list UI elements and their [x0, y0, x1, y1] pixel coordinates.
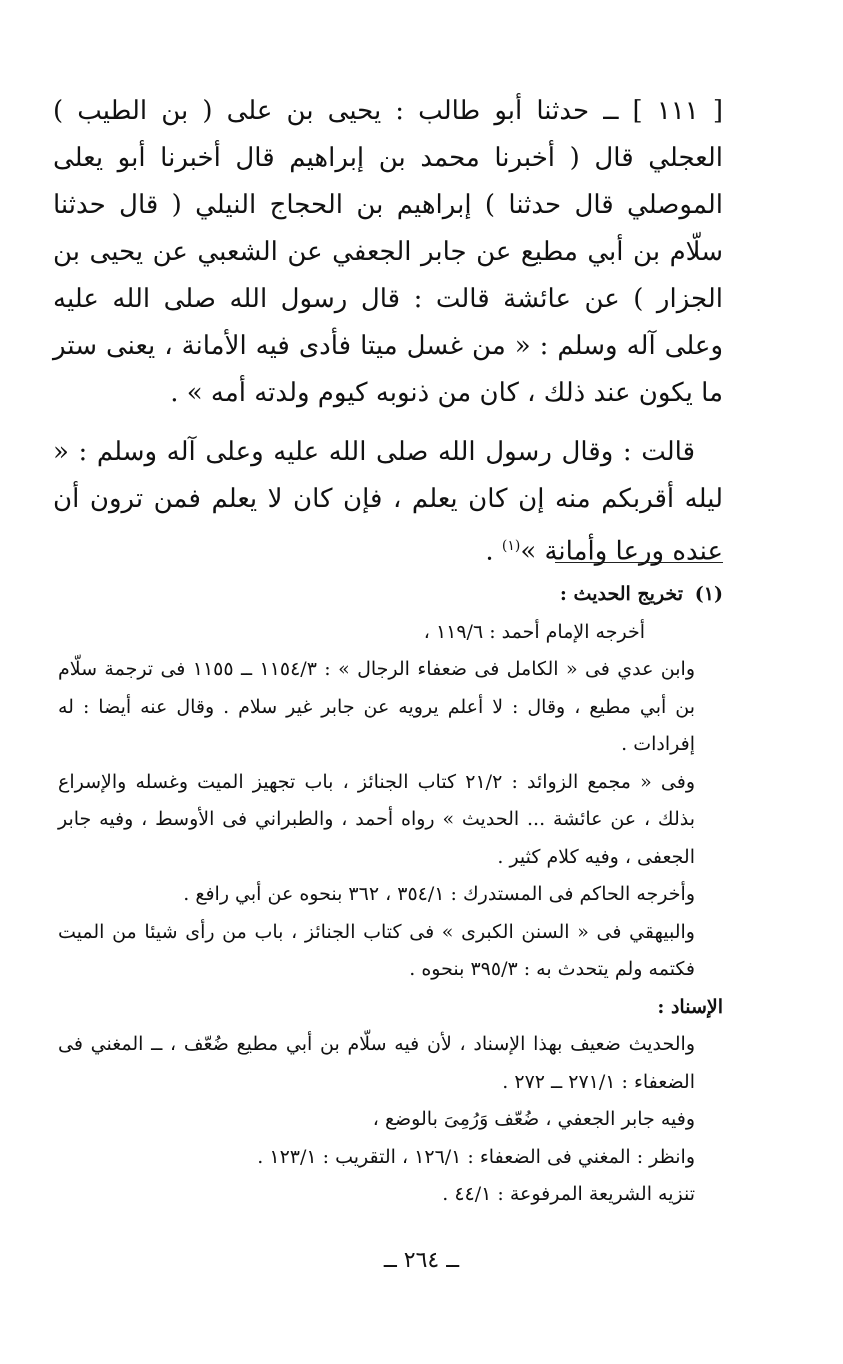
isnad-heading: الإسناد : [657, 995, 723, 1018]
isnad-line: والحديث ضعيف بهذا الإسناد ، لأن فيه سلّام بن أبي مطيع ضُعّف ، ــ المغني فى الضعفاء : ٢٧١/١ ــ ٢٧٢ . [58, 1033, 695, 1093]
footnote-heading: تخريج الحديث : [559, 583, 683, 605]
isnad-line: وفيه جابر الجعفي ، ضُعّف وَرُمِىَ بالوضع ، [372, 1108, 695, 1130]
footnote-line: وأخرجه الحاكم فى المستدرك : ٣٥٤/١ ، ٣٦٢ بنحوه عن أبي رافع . [183, 883, 695, 905]
hadith-paragraph-2-text: قالت : وقال رسول الله صلى الله عليه وعلى آله وسلم : « ليله أقربكم منه إن كان يعلم ، فإن كان لا يعلم فمن ترون أن عنده ورعا وأمانة » [53, 437, 723, 567]
footnote-reference: (١) [501, 538, 521, 554]
hadith-paragraph-2-end: . [485, 536, 502, 567]
footnote-line: وفى « مجمع الزوائد : ٢١/٢ كتاب الجنائز ، باب تجهيز الميت وغسله والإسراع بذلك ، عن عائشة ... الحديث » رواه أحمد ، والطبراني فى الأوسط ، وفيه جابر الجعفى ، وفيه كلام كثير . [58, 770, 696, 868]
footnote-separator [555, 562, 723, 563]
hadith-paragraph: [ ١١١ ] ــ حدثنا أبو طالب : يحيى بن على ( بن الطيب ) العجلي قال ( أخبرنا محمد بن إبراهيم قال أخبرنا أبو يعلى الموصلي قال حدثنا ) إبراهيم بن الحجاج النيلي ( قال حدثنا سلّام بن أبي مطيع عن جابر الجعفي عن الشعبي عن يحيى بن الجزار ) عن عائشة قالت : قال رسول الله صلى الله عليه وعلى آله وسلم : « من غسل ميتا فأدى فيه الأمانة ، يعنى ستر ما يكون عند ذلك ، كان من ذنوبه كيوم ولدته أمه » . [53, 96, 723, 408]
footnote-line: أخرجه الإمام أحمد : ١١٩/٦ ، [423, 620, 645, 643]
footnote-line: وابن عدي فى « الكامل فى ضعفاء الرجال » : ١١٥٤/٣ ــ ١١٥٥ فى ترجمة سلّام بن أبي مطيع ، وقال : لا أعلم يرويه عن جابر غير سلام . وقال عنه أيضا : له إفرادات . [58, 658, 695, 755]
isnad-line: وانظر : المغني فى الضعفاء : ١٢٦/١ ، التقريب : ١٢٣/١ . [257, 1145, 695, 1168]
footnote-heading-line [58, 576, 723, 614]
hadith-paragraph-2 [53, 429, 723, 576]
footnotes [58, 576, 723, 1214]
footnote-number: (١) [694, 583, 723, 605]
footnote-line: والبيهقي فى « السنن الكبرى » فى كتاب الجنائز ، باب من رأى شيئا من الميت فكتمه ولم يتحدث به : ٣٩٥/٣ بنحوه . [58, 920, 695, 980]
main-text [53, 88, 723, 576]
page-number: ــ ٢٦٤ ــ [383, 1248, 460, 1273]
isnad-line: تنزيه الشريعة المرفوعة : ٤٤/١ . [442, 1183, 695, 1205]
